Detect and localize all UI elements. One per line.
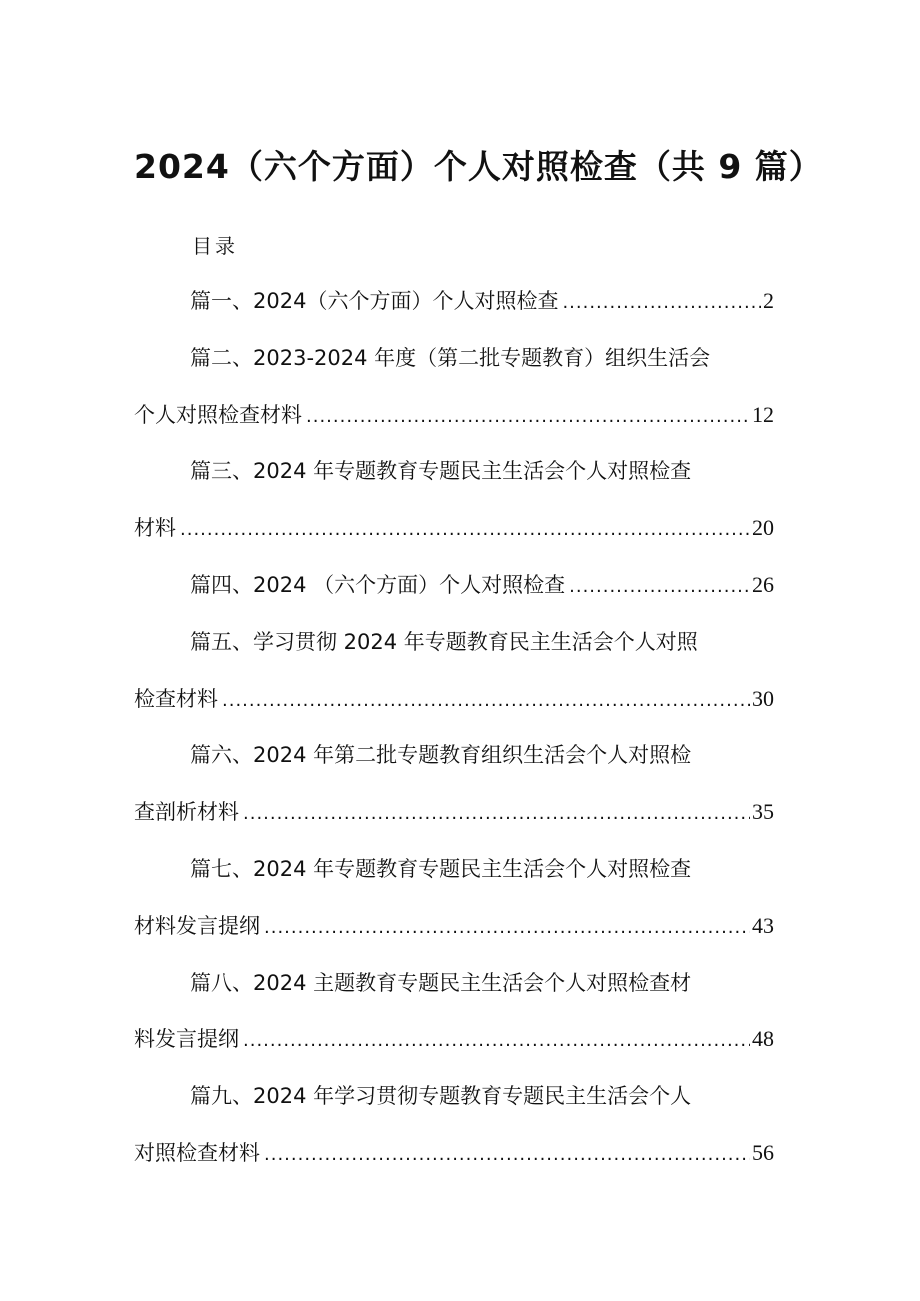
toc-entry-text: 篇二、2023-2024 年度（第二批专题教育）组织生活会 — [190, 346, 711, 370]
toc-entry-text: 篇五、学习贯彻 2024 年专题教育民主生活会个人对照 — [190, 630, 698, 654]
toc-page-number: 20 — [752, 515, 774, 540]
document-title: 2024（六个方面）个人对照检查（共 9 篇） — [134, 147, 823, 186]
toc-entry-line — [134, 1076, 774, 1116]
toc-entry-text: 对照检查材料 — [134, 1141, 260, 1165]
toc-leader-dots — [180, 510, 750, 550]
toc-entry-line — [134, 735, 774, 775]
toc-entry-line[interactable] — [134, 508, 774, 548]
toc-entry-text: 篇六、2024 年第二批专题教育组织生活会个人对照检 — [190, 743, 692, 767]
toc-leader-dots — [264, 1135, 750, 1175]
toc-entry-text: 篇三、2024 年专题教育专题民主生活会个人对照检查 — [190, 459, 692, 483]
toc-leader-dots — [243, 794, 750, 834]
toc-heading: 目录 — [192, 234, 238, 258]
toc-entry-line — [134, 849, 774, 889]
toc-page-number: 26 — [752, 572, 774, 597]
toc-leader-dots — [306, 397, 750, 437]
toc-entry-text: 材料 — [134, 516, 176, 540]
toc-entry-line[interactable] — [134, 565, 774, 605]
toc-entry-line[interactable] — [134, 395, 774, 435]
toc-entry-line — [134, 963, 774, 1003]
toc-page-number: 35 — [752, 799, 774, 824]
toc-entry-line[interactable] — [134, 906, 774, 946]
toc-entry-text: 材料发言提纲 — [134, 914, 260, 938]
toc-page-number: 56 — [752, 1140, 774, 1165]
toc-entry-text: 检查材料 — [134, 687, 218, 711]
toc-entry-line[interactable] — [134, 679, 774, 719]
toc-entry-text: 篇一、2024（六个方面）个人对照检查 — [190, 289, 559, 313]
toc-leader-dots — [243, 1021, 750, 1061]
toc-leader-dots — [569, 567, 750, 607]
toc-page-number: 30 — [752, 686, 774, 711]
toc-leader-dots — [222, 681, 750, 721]
toc-page-number: 12 — [752, 402, 774, 427]
toc-entry-text: 篇八、2024 主题教育专题民主生活会个人对照检查材 — [190, 971, 692, 995]
toc-entry-line — [134, 338, 774, 378]
toc-entry-line[interactable] — [134, 1019, 774, 1059]
toc-page-number: 2 — [763, 288, 774, 313]
toc-entry-text: 查剖析材料 — [134, 800, 239, 824]
toc-leader-dots — [562, 283, 761, 323]
toc-entry-text: 篇四、2024 （六个方面）个人对照检查 — [190, 573, 566, 597]
toc-entry-line[interactable] — [134, 281, 774, 321]
toc-leader-dots — [264, 908, 750, 948]
toc-entry-text: 个人对照检查材料 — [134, 403, 302, 427]
toc-entry-text: 篇九、2024 年学习贯彻专题教育专题民主生活会个人 — [190, 1084, 692, 1108]
toc-entry-line — [134, 622, 774, 662]
toc-entry-text: 料发言提纲 — [134, 1027, 239, 1051]
toc-entry-text: 篇七、2024 年专题教育专题民主生活会个人对照检查 — [190, 857, 692, 881]
toc-entry-line — [134, 451, 774, 491]
toc-entry-line[interactable] — [134, 1133, 774, 1173]
toc-page-number: 48 — [752, 1026, 774, 1051]
toc-page-number: 43 — [752, 913, 774, 938]
toc-entry-line[interactable] — [134, 792, 774, 832]
